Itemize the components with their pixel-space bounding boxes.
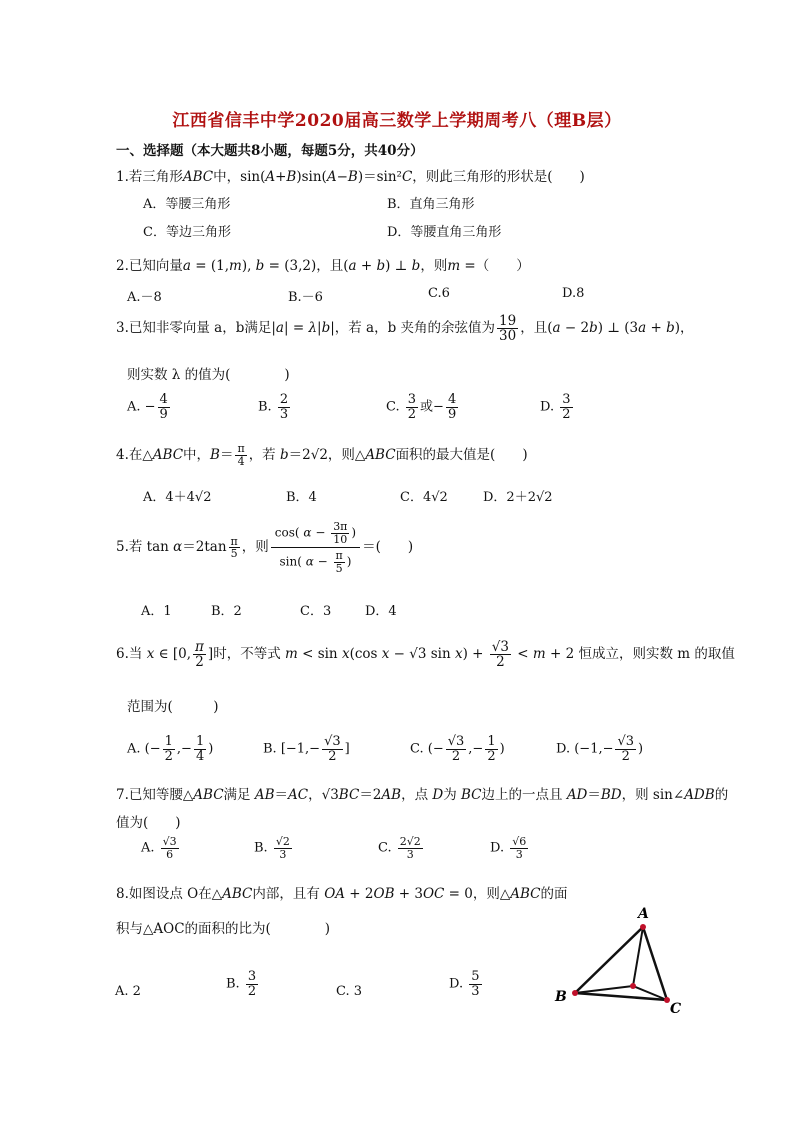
option-8c: C. 3 xyxy=(336,984,363,999)
option-4d: D．2＋2√2 xyxy=(483,490,553,505)
page-title: 江西省信丰中学2020届高三数学上学期周考八（理B层） xyxy=(172,111,622,131)
option-3c: C. $\frac{3}{2}$ 或− $\frac{4}{9}$ xyxy=(386,392,457,422)
point-o xyxy=(630,983,636,989)
vertex-b-label: B xyxy=(555,989,567,1005)
option-7a: A. $\frac{√3}{6}$ xyxy=(141,835,177,861)
question-4-text: 4.在△ABC中，B＝ $\frac{\pi}{4}$ ，若 b＝2√2，则△ABC面积的最大值是( ) xyxy=(116,442,528,468)
option-1c: C．等边三角形 xyxy=(143,225,231,240)
triangle-edges xyxy=(575,927,667,1000)
option-5a: A．1 xyxy=(141,604,172,619)
vertex-a-label: A xyxy=(638,906,649,922)
question-8-continuation: 积与△AOC的面积的比为( ) xyxy=(116,921,331,937)
question-7-text: 7.已知等腰△ABC满足 AB＝AC，√3BC＝2AB，点 D为 BC边上的一点且 AD＝BD，则 sin∠ADB的 xyxy=(116,787,729,803)
option-6a: A. (− $\frac{1}{2}$ ,− $\frac{1}{4}$ ) xyxy=(127,734,214,764)
question-8-text: 8.如图设点 O在△ABC内部，且有 OA + 2OB + 3OC = 0，则△ABC的面 xyxy=(116,886,568,902)
option-2c: C.6 xyxy=(428,286,450,301)
option-5b: B．2 xyxy=(211,604,242,619)
question-6-continuation: 范围为( ) xyxy=(127,699,219,715)
triangle-figure xyxy=(550,900,690,1020)
option-2a: A.－8 xyxy=(127,290,162,305)
question-6-text: 6.当 x ∈ [0, $\frac{\pi}{2}$ ]时，不等式 m < sin x(cos x − √3 sin x) + $\frac{√3}{2}$ < m + 2 恒成立，则实数 m 的取值 xyxy=(116,639,735,671)
option-8b: B. $\frac{3}{2}$ xyxy=(226,969,257,999)
section-heading: 一、选择题（本大题共8小题，每题5分，共40分） xyxy=(116,143,424,159)
option-8d: D. $\frac{5}{3}$ xyxy=(449,969,480,999)
option-3d: D. $\frac{3}{2}$ xyxy=(540,392,571,422)
question-3-text: 3.已知非零向量 a，b满足|a| = λ|b|，若 a，b 夹角的余弦值为 $\frac{19}{30}$ ，且(a − 2b) ⊥ (3a + b)， xyxy=(116,313,694,345)
option-4b: B．4 xyxy=(286,490,317,505)
option-2b: B.－6 xyxy=(288,290,323,305)
option-5d: D．4 xyxy=(365,604,397,619)
option-7c: C. $\frac{2√2}{3}$ xyxy=(378,835,421,861)
edge-ac xyxy=(643,927,667,1000)
option-2d: D.8 xyxy=(562,286,585,301)
option-3a: A. − $\frac{4}{9}$ xyxy=(127,392,168,422)
option-7b: B. $\frac{√2}{3}$ xyxy=(254,835,290,861)
option-1a: A．等腰三角形 xyxy=(143,197,231,212)
option-4a: A．4＋4√2 xyxy=(143,490,212,505)
question-3-continuation: 则实数 λ 的值为( ) xyxy=(127,367,290,383)
option-4c: C．4√2 xyxy=(400,490,448,505)
question-7-continuation: 值为( ) xyxy=(116,815,181,831)
option-8a: A. 2 xyxy=(115,984,141,999)
option-6c: C. (− $\frac{√3}{2}$ ,− $\frac{1}{2}$ ) xyxy=(410,734,505,764)
option-5c: C．3 xyxy=(300,604,332,619)
option-6b: B. [−1,− $\frac{√3}{2}$ ] xyxy=(263,734,350,764)
question-1-text: 1.若三角形ABC中，sin(A+B)sin(A−B)＝sin²C，则此三角形的形状是( ) xyxy=(116,169,585,185)
segment-ob xyxy=(575,986,633,993)
vertex-c-label: C xyxy=(670,1001,682,1017)
vertex-b-point xyxy=(572,990,578,996)
question-2-text: 2.已知向量a = (1,m), b = (3,2)，且(a + b) ⊥ b，则m =（ ） xyxy=(116,258,530,274)
option-1b: B．直角三角形 xyxy=(387,197,475,212)
option-7d: D. $\frac{√6}{3}$ xyxy=(490,835,527,861)
option-3b: B. $\frac{2}{3}$ xyxy=(258,392,289,422)
option-6d: D. (−1,− $\frac{√3}{2}$ ) xyxy=(556,734,644,764)
vertex-a-point xyxy=(640,924,646,930)
option-1d: D．等腰直角三角形 xyxy=(387,225,502,240)
question-5-text: 5.若 tan α＝2tan $\frac{\pi}{5}$ ，则 cos( α − $\frac{3\pi}{10}$ ) sin( α − $\frac{\pi}{5}$ ) ＝( ) xyxy=(116,520,414,575)
